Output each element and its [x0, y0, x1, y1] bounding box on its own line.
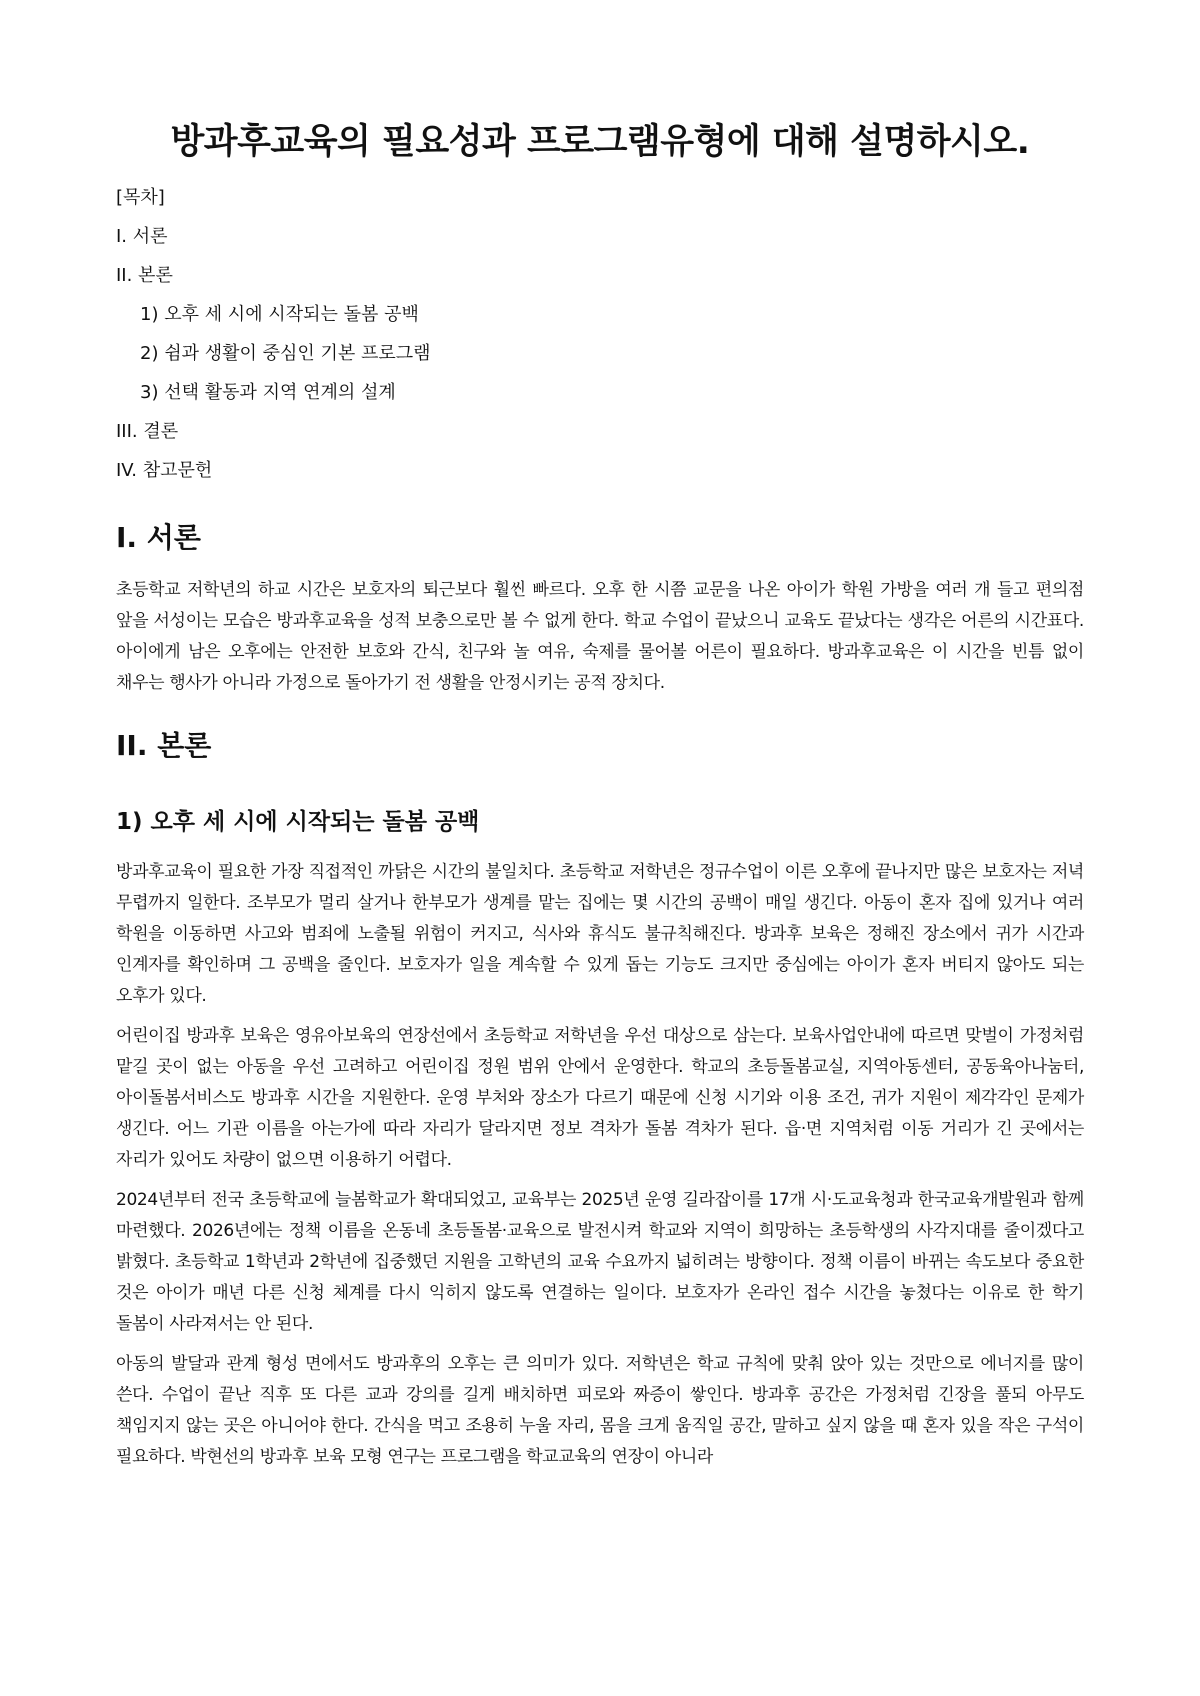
section-heading-intro: I. 서론 — [116, 521, 201, 554]
toc-subitem: 1) 오후 세 시에 시작되는 돌봄 공백 — [140, 304, 419, 325]
body-paragraph: 아동의 발달과 관계 형성 면에서도 방과후의 오후는 큰 의미가 있다. 저학년은 학교 규칙에 맞춰 앉아 있는 것만으로 에너지를 많이 쓴다. 수업이 끝난 직후 또 다른 교과 강의를 길게 배치하면 피로와 짜증이 쌓인다. 방과후 공간은 가정처럼 긴장을 풀되 아무도 책임지지 않는 곳은 아니어야 한다. 간식을 먹고 조용히 누울 자리, 몸을 크게 움직일 공간, 말하고 싶지 않을 때 혼자 있을 작은 구석이 필요하다. 박현선의 방과후 보육 모형 연구는 프로그램을 학교교육의 연장이 아니라 — [116, 1354, 1084, 1467]
toc-item: II. 본론 — [116, 265, 173, 286]
toc-item: III. 결론 — [116, 421, 179, 442]
section-heading-body: II. 본론 — [116, 729, 212, 762]
toc-item: IV. 참고문헌 — [116, 460, 213, 481]
table-of-contents — [116, 185, 1084, 497]
body-paragraph: 어린이집 방과후 보육은 영유아보육의 연장선에서 초등학교 저학년을 우선 대상으로 삼는다. 보육사업안내에 따르면 맞벌이 가정처럼 맡길 곳이 없는 아동을 우선 고려하고 어린이집 정원 범위 안에서 운영한다. 학교의 초등돌봄교실, 지역아동센터, 공동육아나눔터, 아이돌봄서비스도 방과후 시간을 지원한다. 운영 부처와 장소가 다르기 때문에 신청 시기와 이용 조건, 귀가 지원이 제각각인 문제가 생긴다. 어느 기관 이름을 아는가에 따라 자리가 달라지면 정보 격차가 돌봄 격차가 된다. 읍·면 지역처럼 이동 거리가 긴 곳에서는 자리가 있어도 차량이 없으면 이용하기 어렵다. — [116, 1026, 1084, 1170]
body-paragraph: 2024년부터 전국 초등학교에 늘봄학교가 확대되었고, 교육부는 2025년 운영 길라잡이를 17개 시·도교육청과 한국교육개발원과 함께 마련했다. 2026년에는 정책 이름을 온동네 초등돌봄·교육으로 발전시켜 학교와 지역이 희망하는 초등학생의 사각지대를 줄이겠다고 밝혔다. 초등학교 1학년과 2학년에 집중했던 지원을 고학년의 교육 수요까지 넓히려는 방향이다. 정책 이름이 바뀌는 속도보다 중요한 것은 아이가 매년 다른 신청 체계를 다시 익히지 않도록 연결하는 일이다. 보호자가 온라인 접수 시간을 놓쳤다는 이유로 한 학기 돌봄이 사라져서는 안 된다. — [116, 1190, 1084, 1334]
document-title: 방과후교육의 필요성과 프로그램유형에 대해 설명하시오. — [170, 122, 1030, 162]
toc-subitem: 2) 쉼과 생활이 중심인 기본 프로그램 — [140, 343, 431, 364]
toc-heading: [목차] — [116, 187, 165, 208]
toc-item: I. 서론 — [116, 226, 168, 247]
subsection-heading: 1) 오후 세 시에 시작되는 돌봄 공백 — [116, 809, 480, 835]
body-paragraph: 방과후교육이 필요한 가장 직접적인 까닭은 시간의 불일치다. 초등학교 저학년은 정규수업이 이른 오후에 끝나지만 많은 보호자는 저녁 무렵까지 일한다. 조부모가 멀리 살거나 한부모가 생계를 맡는 집에는 몇 시간의 공백이 매일 생긴다. 아동이 혼자 집에 있거나 여러 학원을 이동하면 사고와 범죄에 노출될 위험이 커지고, 식사와 휴식도 불규칙해진다. 방과후 보육은 정해진 장소에서 귀가 시간과 인계자를 확인하며 그 공백을 줄인다. 보호자가 일을 계속할 수 있게 돕는 기능도 크지만 중심에는 아이가 혼자 버티지 않아도 되는 오후가 있다. — [116, 862, 1084, 1006]
intro-paragraph: 초등학교 저학년의 하교 시간은 보호자의 퇴근보다 훨씬 빠르다. 오후 한 시쯤 교문을 나온 아이가 학원 가방을 여러 개 들고 편의점 앞을 서성이는 모습은 방과후교육을 성적 보충으로만 볼 수 없게 한다. 학교 수업이 끝났으니 교육도 끝났다는 생각은 어른의 시간표다. 아이에게 남은 오후에는 안전한 보호와 간식, 친구와 놀 여유, 숙제를 물어볼 어른이 필요하다. 방과후교육은 이 시간을 빈틈 없이 채우는 행사가 아니라 가정으로 돌아가기 전 생활을 안정시키는 공적 장치다. — [116, 580, 1084, 693]
toc-subitem: 3) 선택 활동과 지역 연계의 설계 — [140, 382, 396, 403]
